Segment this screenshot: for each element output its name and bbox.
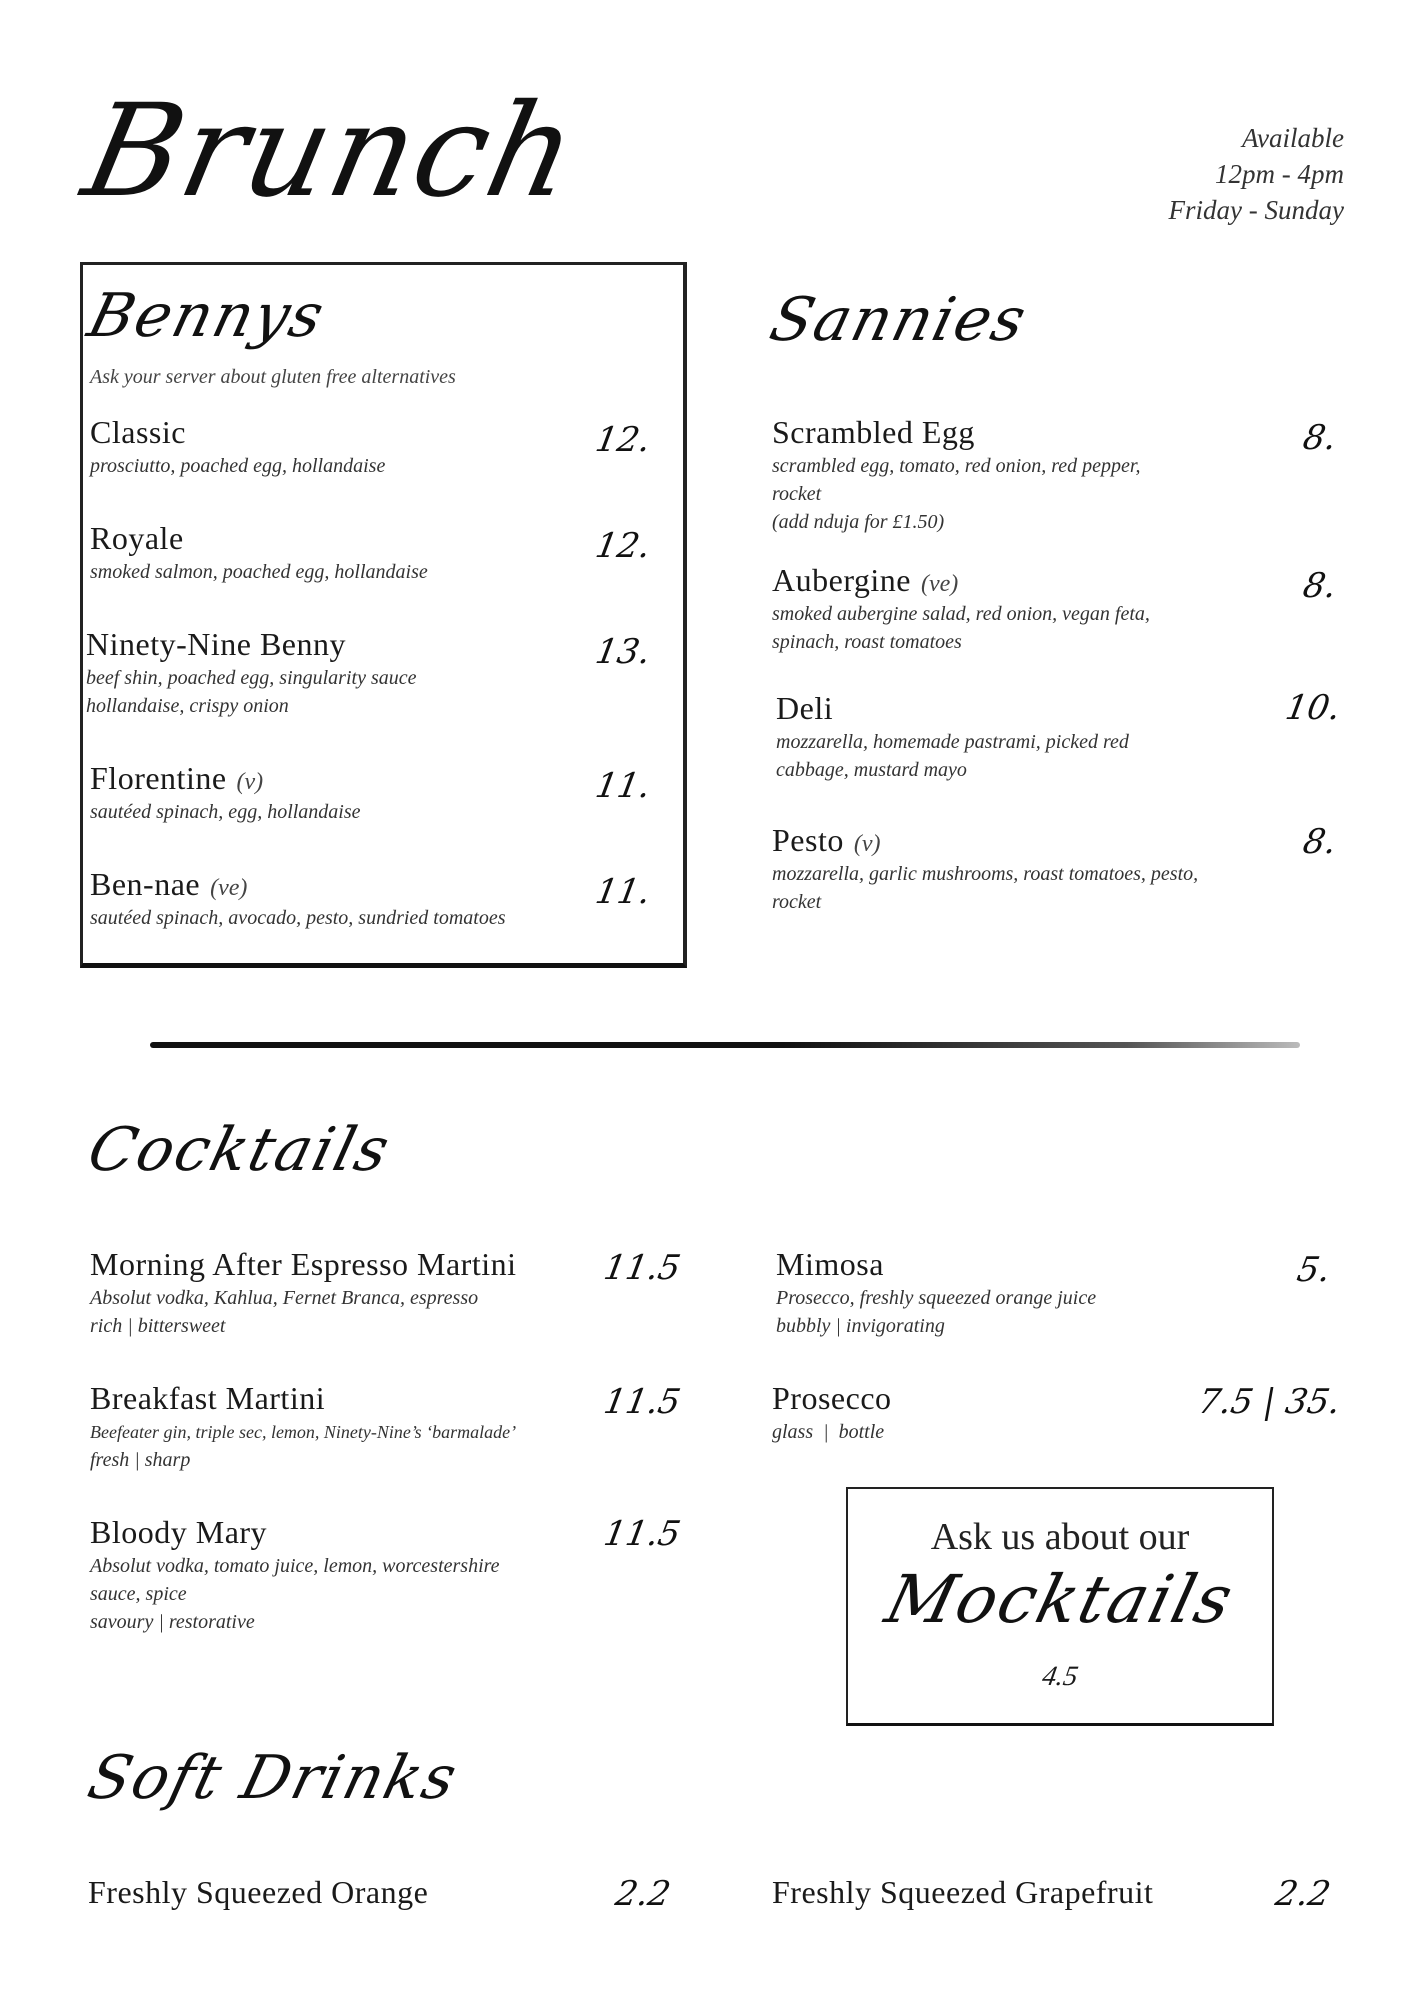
availability	[1169, 120, 1344, 228]
item-name: Ninety-Nine Benny	[86, 626, 346, 662]
sannies-heading: Sannies	[763, 285, 1035, 355]
item-desc: sautéed spinach, egg, hollandaise	[90, 801, 361, 823]
menu-item	[90, 866, 630, 931]
item-desc: hollandaise, crispy onion	[86, 695, 289, 717]
item-name: Pesto	[772, 822, 844, 858]
menu-item	[772, 822, 1302, 915]
item-price: 8.	[1300, 566, 1340, 606]
menu-item	[90, 1514, 590, 1635]
item-name: Freshly Squeezed Grapefruit	[772, 1874, 1154, 1910]
item-tag: (ve)	[920, 571, 959, 597]
item-price: 12.	[592, 420, 654, 460]
item-price: 8.	[1300, 822, 1340, 862]
item-name: Scrambled Egg	[772, 414, 975, 450]
item-desc: smoked aubergine salad, red onion, vegan feta,	[772, 603, 1150, 625]
section-divider	[150, 1042, 1300, 1048]
item-price: 11.5	[600, 1248, 684, 1288]
item-price: 2.2	[1272, 1874, 1334, 1914]
item-desc: mozzarella, garlic mushrooms, roast tomatoes, pesto,	[772, 863, 1199, 885]
item-price: 5.	[1294, 1250, 1334, 1290]
menu-item	[90, 414, 590, 479]
item-desc: glass | bottle	[772, 1421, 885, 1443]
item-name: Bloody Mary	[90, 1514, 268, 1550]
mocktails-word: Mocktails	[878, 1561, 1242, 1638]
item-name: Aubergine	[772, 562, 911, 598]
item-desc: prosciutto, poached egg, hollandaise	[90, 455, 386, 477]
menu-item	[90, 760, 590, 825]
item-price: 11.	[592, 872, 654, 912]
item-name: Ben-nae	[90, 866, 201, 902]
menu-item	[88, 1874, 588, 1911]
menu-item	[772, 414, 1292, 535]
item-price: 11.	[592, 766, 654, 806]
availability-days: Friday - Sunday	[1168, 195, 1344, 225]
menu-item	[772, 562, 1292, 655]
item-desc: sautéed spinach, avocado, pesto, sundried tomatoes	[90, 907, 506, 929]
menu-item	[776, 1246, 1256, 1339]
item-name: Classic	[90, 414, 186, 450]
availability-label: Available	[1242, 123, 1344, 153]
item-desc: Beefeater gin, triple sec, lemon, Ninety-Nine’s ‘barmalade’	[90, 1422, 517, 1442]
item-price: 13.	[592, 632, 654, 672]
gluten-free-note: Ask your server about gluten free alternatives	[90, 366, 456, 388]
item-price: 10.	[1282, 688, 1344, 728]
bennys-heading: Bennys	[81, 281, 333, 351]
item-name: Royale	[90, 520, 184, 556]
item-price: 2.2	[612, 1874, 674, 1914]
item-name: Breakfast Martini	[90, 1380, 326, 1416]
menu-item	[90, 520, 590, 585]
item-desc: bubbly | invigorating	[776, 1315, 945, 1337]
item-price: 11.5	[600, 1514, 684, 1554]
item-desc: rocket	[772, 483, 822, 505]
menu-item	[776, 690, 1296, 783]
item-desc: (add nduja for £1.50)	[772, 511, 945, 533]
item-desc: Prosecco, freshly squeezed orange juice	[776, 1287, 1097, 1309]
mocktails-price: 4.5	[1039, 1661, 1081, 1692]
item-desc: rich | bittersweet	[90, 1315, 226, 1337]
menu-title: Brunch	[72, 77, 591, 226]
item-name: Florentine	[90, 760, 227, 796]
availability-hours: 12pm - 4pm	[1215, 159, 1344, 189]
item-desc: rocket	[772, 891, 822, 913]
item-desc: Absolut vodka, Kahlua, Fernet Branca, espresso	[90, 1287, 479, 1309]
mocktails-box	[846, 1487, 1274, 1726]
menu-item	[772, 1874, 1272, 1911]
item-name: Morning After Espresso Martini	[90, 1246, 517, 1282]
item-desc: mozzarella, homemade pastrami, picked red	[776, 731, 1129, 753]
cocktails-heading: Cocktails	[81, 1115, 398, 1185]
menu-item	[86, 626, 606, 719]
soft-drinks-heading: Soft Drinks	[81, 1743, 466, 1813]
item-desc: spinach, roast tomatoes	[772, 631, 962, 653]
item-desc: fresh | sharp	[90, 1449, 191, 1471]
item-desc: sauce, spice	[90, 1583, 187, 1605]
menu-item	[90, 1246, 590, 1339]
item-name: Prosecco	[772, 1380, 892, 1416]
mocktails-ask: Ask us about our	[930, 1516, 1190, 1558]
item-price: 7.5 | 35.	[1195, 1382, 1344, 1422]
item-desc: scrambled egg, tomato, red onion, red pepper,	[772, 455, 1141, 477]
menu-item	[772, 1380, 1072, 1445]
item-price: 11.5	[600, 1382, 684, 1422]
item-desc: cabbage, mustard mayo	[776, 759, 967, 781]
item-tag: (v)	[236, 769, 264, 795]
item-name: Freshly Squeezed Orange	[88, 1874, 429, 1910]
item-price: 8.	[1300, 418, 1340, 458]
item-tag: (v)	[853, 831, 881, 857]
item-name: Deli	[776, 690, 834, 726]
item-tag: (ve)	[210, 875, 248, 901]
item-desc: Absolut vodka, tomato juice, lemon, worcestershire	[90, 1555, 500, 1577]
item-name: Mimosa	[776, 1246, 884, 1282]
menu-item	[90, 1380, 590, 1473]
item-desc: beef shin, poached egg, singularity sauce	[86, 667, 417, 689]
item-price: 12.	[592, 526, 654, 566]
item-desc: savoury | restorative	[90, 1611, 255, 1633]
item-desc: smoked salmon, poached egg, hollandaise	[90, 561, 428, 583]
